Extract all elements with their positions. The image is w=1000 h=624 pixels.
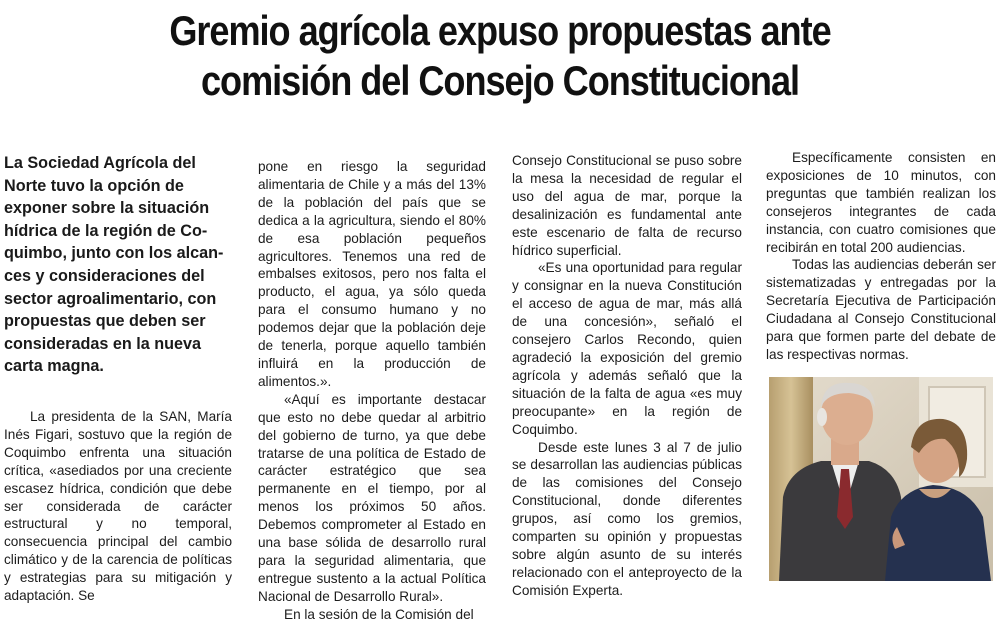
body-paragraph: Desde este lunes 3 al 7 de julio se desarrollan las audiencias públicas de las comisiones del Consejo Constitucional, donde diferentes grupos, así como los gremios, comparten su opinión y propuestas sobre algún asunto de su interés relacionado con el anteproyecto de la Comisión Experta. xyxy=(512,439,742,598)
body-paragraph: «Es una oportunidad para regular y consignar en la nueva Constitución el acceso de agua de mar, más allá de una concesión», señaló el consejero Carlos Recondo, quien agradeció la exposición del gremio agrícola y además señaló que la situación de la falta de agua «es muy preocupante» en la región de Coquimbo. xyxy=(512,260,742,437)
headline xyxy=(70,6,930,106)
body-paragraph: Todas las audiencias deberán ser sistematizadas y entregadas por la Secretaría Ejecutiva de Participación Ciudadana al Consejo Constitucional para que formen parte del debate de las respectivas normas. xyxy=(766,257,996,362)
lead-line: carta magna. xyxy=(4,357,104,376)
column-4 xyxy=(766,149,996,364)
body-paragraph: Consejo Constitucional se puso sobre la mesa la necesidad de regular el uso del agua de mar, porque la desalinización es fundamental ante este escenario de falta de recurso hídrico superficial. xyxy=(512,153,742,258)
lead-paragraph xyxy=(4,152,236,378)
body-paragraph: Específicamente consisten en exposiciones de 10 minutos, con preguntas que también realizan los consejeros integrantes de cada instancia, con cuatro comisiones que recibirán en total 200 audiencias. xyxy=(766,150,996,255)
lead-line: exponer sobre la situación xyxy=(4,199,210,218)
headline-line-2: comisión del Consejo Constitucional xyxy=(200,57,800,104)
body-paragraph: En la sesión de la Comisión del xyxy=(284,606,474,622)
column-1 xyxy=(4,408,232,605)
headline-line-1: Gremio agrícola expuso propuestas ante xyxy=(169,7,831,54)
lead-line: hídrica de la región de Co- xyxy=(4,221,208,240)
lead-line: consideradas en la nueva xyxy=(4,334,202,353)
lead-line: propuestas que deben ser xyxy=(4,312,206,331)
lead-line: La Sociedad Agrícola del xyxy=(4,154,196,172)
body-paragraph: La presidenta de la SAN, María Inés Figari, sostuvo que la región de Coquimbo enfrenta una situación crítica, «asediados por una creciente escasez hídrica, condición que debe ser considerada de carácter estructural y no temporal, consecuencia principal del cambio climático y de la carencia de políticas y estrategias para su mitigación y adaptación. Se xyxy=(4,409,232,604)
column-2 xyxy=(258,158,486,624)
lead-line: ces y consideraciones del xyxy=(4,266,205,285)
body-paragraph: pone en riesgo la seguridad alimentaria de Chile y a más del 13% de la población del país que se dedica a la agricultura, siendo el 80% de esa población pequeños agricultores. Tenemos una red de embalses exitosos, pero nos falta el producto, el agua, ya sólo queda para el consumo humano y no podemos dejar que la población deje de tenerla, porque aquello también influirá en la producción de alimentos.». xyxy=(258,159,486,389)
column-3 xyxy=(512,152,742,600)
photo-two-people-icon xyxy=(769,377,993,581)
lead-line: Norte tuvo la opción de xyxy=(4,176,184,195)
lead-line: quimbo, junto con los alcan- xyxy=(4,244,224,263)
article-photo xyxy=(769,377,993,581)
body-paragraph: «Aquí es importante destacar que esto no debe quedar al arbitrio del gobierno de turno, ya que debe tratarse de una política de Estado de carácter estratégico que sea permanente en el tiempo, por al menos los próximos 50 años. Debemos comprometer al Estado en una base sólida de desarrollo rural para la seguridad alimentaria, que entregue sustento a la actual Política Nacional de Desarrollo Rural». xyxy=(258,391,486,604)
lead-line: sector agroalimentario, con xyxy=(4,289,217,308)
